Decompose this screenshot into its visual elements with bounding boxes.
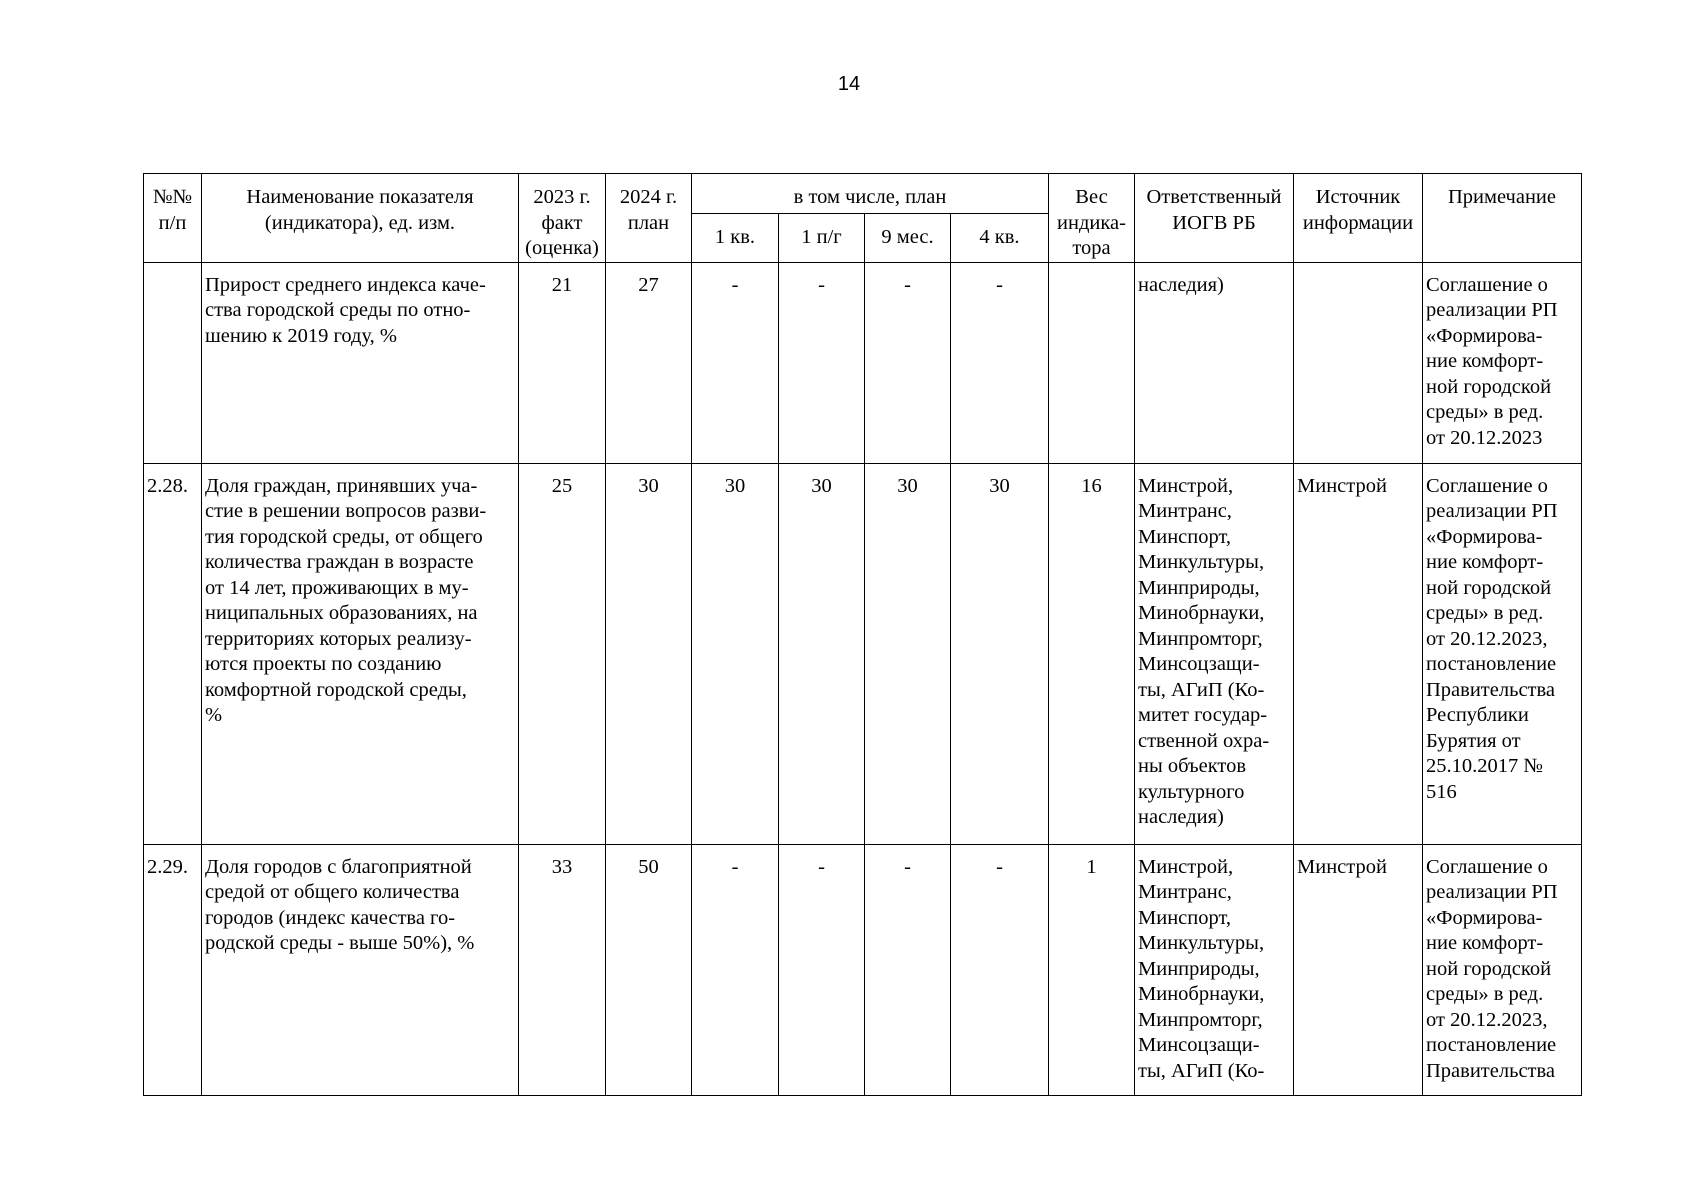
cell-source (1294, 262, 1423, 463)
cell-plan-2024: 27 (606, 262, 692, 463)
cell-fact-2023: 21 (519, 262, 606, 463)
cell-fact-2023: 33 (519, 844, 606, 1095)
header-9-months: 9 мес. (865, 213, 951, 262)
cell-weight: 1 (1049, 844, 1135, 1095)
header-including-plan: в том числе, план (692, 174, 1049, 214)
header-plan-2024: 2024 г. план (606, 174, 692, 263)
cell-num: 2.28. (144, 463, 202, 844)
cell-fact-2023: 25 (519, 463, 606, 844)
table-header (144, 174, 1582, 263)
table-row (144, 463, 1582, 844)
header-fact-2023: 2023 г. факт (оценка) (519, 174, 606, 263)
cell-q1: - (692, 844, 779, 1095)
cell-q4: 30 (951, 463, 1049, 844)
cell-9-months: - (865, 844, 951, 1095)
cell-weight: 16 (1049, 463, 1135, 844)
cell-h1: - (779, 262, 865, 463)
header-num: №№ п/п (144, 174, 202, 263)
cell-indicator-name: Доля городов с благоприятной средой от общего количества городов (индекс качества го- родской среды - выше 50%), % (202, 844, 519, 1095)
cell-plan-2024: 30 (606, 463, 692, 844)
cell-h1: 30 (779, 463, 865, 844)
indicators-table (143, 173, 1582, 1096)
header-q1: 1 кв. (692, 213, 779, 262)
page-number: 14 (837, 73, 861, 95)
header-q4: 4 кв. (951, 213, 1049, 262)
cell-note: Соглашение о реализации РП «Формирова- ние комфорт- ной городской среды» в ред. от 20.12.2023, постановление Правительства (1423, 844, 1582, 1095)
table-row (144, 262, 1582, 463)
cell-responsible: Минстрой, Минтранс, Минспорт, Минкультуры, Минприроды, Минобрнауки, Минпромторг, Минсоцзащи- ты, АГиП (Ко- митет государ- ственной охра- ны объектов культурного наследия) (1135, 463, 1294, 844)
cell-num (144, 262, 202, 463)
cell-responsible: наследия) (1135, 262, 1294, 463)
cell-plan-2024: 50 (606, 844, 692, 1095)
cell-9-months: 30 (865, 463, 951, 844)
cell-h1: - (779, 844, 865, 1095)
header-h1: 1 п/г (779, 213, 865, 262)
cell-q1: - (692, 262, 779, 463)
cell-source: Минстрой (1294, 844, 1423, 1095)
cell-responsible: Минстрой, Минтранс, Минспорт, Минкультуры, Минприроды, Минобрнауки, Минпромторг, Минсоцзащи- ты, АГиП (Ко- (1135, 844, 1294, 1095)
cell-q4: - (951, 844, 1049, 1095)
table-row (144, 844, 1582, 1095)
cell-weight (1049, 262, 1135, 463)
cell-num: 2.29. (144, 844, 202, 1095)
cell-source: Минстрой (1294, 463, 1423, 844)
cell-indicator-name: Прирост среднего индекса каче- ства городской среды по отно- шению к 2019 году, % (202, 262, 519, 463)
cell-note: Соглашение о реализации РП «Формирова- ние комфорт- ной городской среды» в ред. от 20.12.2023, постановление Правительства Республики Бурятия от 25.10.2017 № 516 (1423, 463, 1582, 844)
cell-q1: 30 (692, 463, 779, 844)
header-weight: Вес индика- тора (1049, 174, 1135, 263)
cell-note: Соглашение о реализации РП «Формирова- ние комфорт- ной городской среды» в ред. от 20.12.2023 (1423, 262, 1582, 463)
header-responsible: Ответственный ИОГВ РБ (1135, 174, 1294, 263)
header-name: Наименование показателя (индикатора), ед. изм. (202, 174, 519, 263)
cell-q4: - (951, 262, 1049, 463)
cell-indicator-name: Доля граждан, принявших уча- стие в решении вопросов разви- тия городской среды, от общего количества граждан в возрасте от 14 лет, проживающих в му- ниципальных образованиях, на территориях которых реализу- ются проекты по созданию комфортной городской среды, % (202, 463, 519, 844)
header-source: Источник информации (1294, 174, 1423, 263)
cell-9-months: - (865, 262, 951, 463)
header-note: Примечание (1423, 174, 1582, 263)
